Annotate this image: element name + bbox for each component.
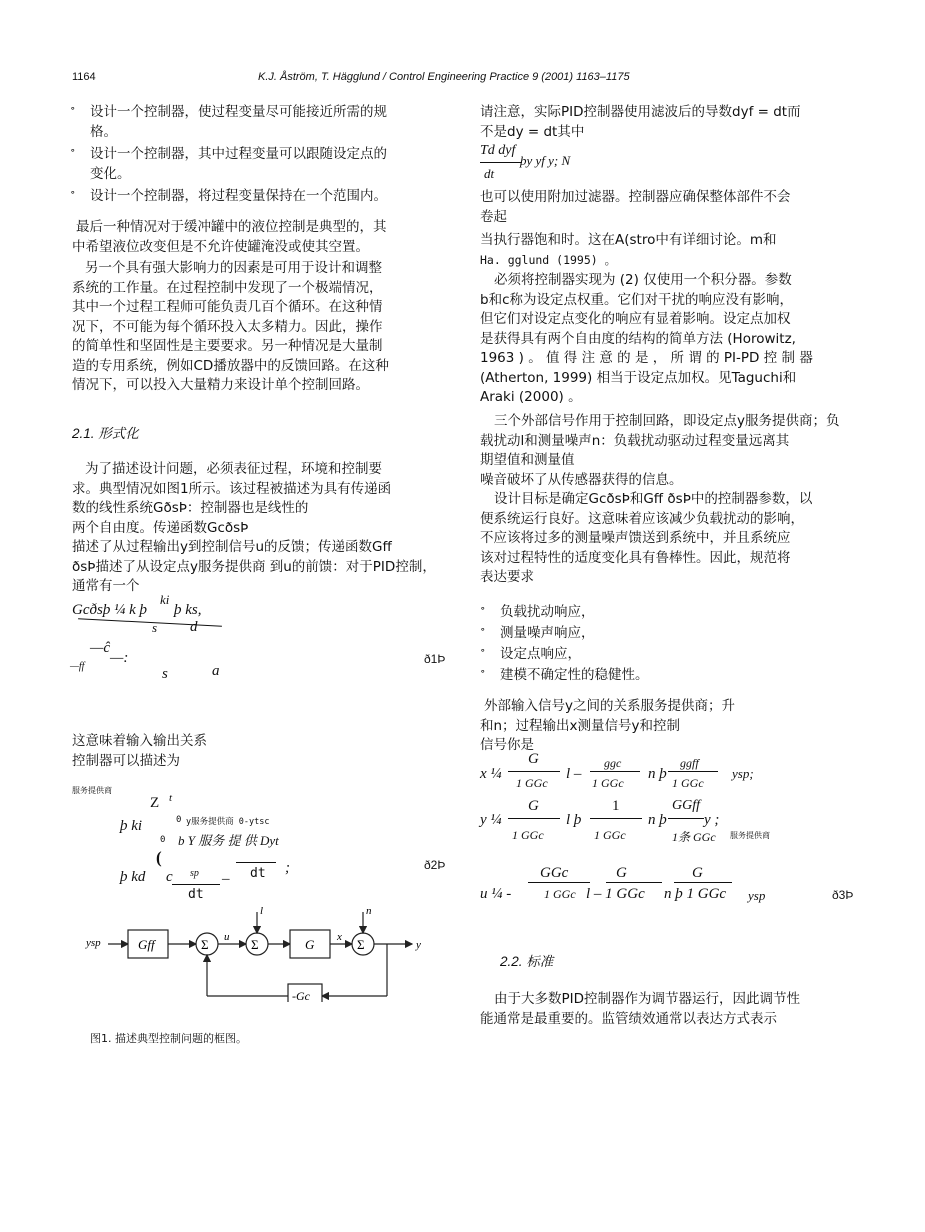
- text-line: 表达要求: [480, 569, 534, 585]
- left-para-4: [72, 732, 207, 771]
- eq3-y-frac3: [668, 818, 704, 819]
- eq2-inner: y服务提供商 0-ytsc: [186, 817, 270, 827]
- eq3-x-ggff: ggff: [680, 756, 699, 770]
- eq3-y-den2: 1 GGc: [594, 828, 626, 842]
- text-line: 是获得具有两个自由度的结构的简单方法 (Horowitz,: [480, 330, 796, 347]
- eq3-y-g: G: [528, 798, 539, 814]
- eq-td-rhs: þy yf y; N: [520, 153, 571, 168]
- text-line: 当执行器饱和时。这在A(stro中有详细讨论。m和: [480, 232, 777, 248]
- text-line: 能通常是最重要的。监管绩效通常以表达方式表示: [480, 1010, 777, 1027]
- text-line: 也可以使用附加过滤器。控制器应确保整体部件不会: [480, 189, 791, 205]
- eq3-x-frac2: [590, 771, 640, 772]
- fig-label-l: l: [260, 906, 264, 917]
- eq1-lhs: Gcðsþ ¼ k þ: [72, 602, 147, 618]
- eq3-u-frac2: [606, 882, 662, 883]
- eq2-integral-z: Z: [150, 795, 160, 811]
- fig-sum-3: Σ: [357, 937, 365, 952]
- eq3-x-frac3: [668, 771, 718, 772]
- eq2-mid: b Y 服务 提 供 Dyt: [178, 833, 279, 848]
- eq3-x-lhs: x ¼: [480, 766, 502, 782]
- eq1-ki: ki: [160, 592, 170, 607]
- eq3-u-ysp: ysp: [748, 888, 766, 903]
- section-heading-2-1: 2.1. 形式化: [72, 426, 139, 441]
- bullet-line: 设计一个控制器，其中过程变量可以跟随设定点的: [90, 146, 387, 162]
- eq3-x-ysp: ysp;: [732, 766, 754, 781]
- bullet-line: 格。: [90, 123, 117, 140]
- text-line: 但它们对设定点变化的响应有显着影响。设定点加权: [480, 311, 791, 327]
- text-line: 1963 ) 。 值 得 注 意 的 是 ， 所 谓 的 PI-PD 控 制 器: [480, 350, 813, 366]
- eq2-zero-2: 0: [160, 835, 166, 845]
- eq3-y-l: l þ: [566, 812, 582, 828]
- left-para-2: [72, 259, 389, 396]
- eq2-paren: (: [156, 848, 162, 867]
- right-para-3: [480, 231, 777, 270]
- eq2-zero: 0: [176, 815, 182, 825]
- bullet-marker: ˚: [70, 106, 76, 119]
- fig-label-n: n: [366, 906, 372, 917]
- right-bullet-4: [480, 666, 649, 686]
- eq1-number: ð1Þ: [424, 652, 446, 666]
- right-para-1: [480, 103, 801, 142]
- eq3-u-den1: 1 GGc: [544, 887, 576, 901]
- text-line: 系统的工作量。在过程控制中发现了一个极端情况，: [72, 279, 383, 296]
- eq-td-frac-line: [480, 162, 522, 163]
- eq2-minus: –: [222, 871, 230, 887]
- bullet-marker: ˚: [480, 606, 486, 619]
- eq3-x-ggc: ggc: [604, 756, 622, 770]
- bullet-marker: ˚: [70, 190, 76, 203]
- bullet-marker: ˚: [480, 627, 486, 640]
- eq2-dt-bottom: dt: [188, 887, 204, 902]
- fig-label-x: x: [337, 931, 342, 943]
- text-line: 和n；过程输出x测量信号y和控制: [480, 717, 681, 734]
- bullet-line: 建模不确定性的稳健性。: [500, 667, 649, 683]
- text-line: 外部输入信号y之间的关系服务提供商；升: [484, 698, 735, 714]
- bullet-line: 负载扰动响应，: [500, 604, 595, 620]
- left-para-1: [72, 218, 387, 257]
- bullet-line: 设计一个控制器，将过程变量保持在一个范围内。: [90, 188, 387, 204]
- eq3-y-n: n þ: [648, 812, 667, 828]
- right-bullet-1: [480, 603, 595, 623]
- eq3-u-ggc: GGc: [540, 865, 569, 881]
- text-line: 造的专用系统，例如CD播放器中的反馈回路。在这种: [72, 357, 389, 374]
- fig-block-gff: Gff: [138, 937, 155, 952]
- page-number: 1164: [72, 71, 96, 83]
- eq3-y-sub: 服务提供商: [730, 831, 770, 840]
- eq2-ki: þ ki: [120, 818, 143, 834]
- text-line: 的简单性和坚固性是主要要求。另一种情况是大量制: [72, 338, 383, 354]
- fig-sum-1: Σ: [201, 937, 209, 952]
- eq-td-dyf: Td dyf: [480, 143, 516, 158]
- text-line: 期望值和测量值: [480, 452, 575, 468]
- eq3-u-g: G: [616, 865, 627, 881]
- text-line: 为了描述设计问题，必须表征过程，环境和控制要: [85, 461, 382, 477]
- eq2-frac-line-2: [236, 862, 276, 863]
- text-line: 其中一个过程工程师可能负责几百个循环。在这种情: [72, 299, 383, 315]
- text-line: Ha. gglund (1995) 。: [480, 252, 617, 267]
- eq2-t: t: [169, 792, 173, 804]
- bullet-line: 测量噪声响应，: [500, 625, 595, 641]
- text-line: 噪音破坏了从传感器获得的信息。: [480, 471, 683, 488]
- text-line: 控制器可以描述为: [72, 752, 180, 769]
- bullet-line: 设计一个控制器，使过程变量尽可能接近所需的规: [90, 104, 387, 120]
- eq2-kd: þ kd: [120, 869, 146, 885]
- text-line: 设计目标是确定GcðsÞ和Gff ðsÞ中的控制器参数，以: [494, 491, 813, 507]
- eq-td-dt: dt: [484, 166, 495, 181]
- eq3-y-ggff: GGff: [672, 798, 700, 813]
- text-line: 载扰动l和测量噪声n：负载扰动驱动过程变量远离其: [480, 432, 790, 449]
- text-line: 两个自由度。传递函数GcðsÞ: [72, 519, 249, 536]
- text-line: 情况下，可以投入大量精力来设计单个控制回路。: [72, 377, 369, 393]
- text-line: 通常有一个: [72, 578, 140, 594]
- fig-block-gc: -Gc: [292, 989, 310, 1002]
- text-line: 数的线性系统GðsÞ：控制器也是线性的: [72, 500, 309, 516]
- text-line: 不应该将过多的测量噪声馈送到系统中，并且系统应: [480, 530, 791, 546]
- right-bullet-3: [480, 645, 581, 665]
- text-line: 况下，不可能为每个循环投入太多精力。因此，操作: [72, 318, 383, 335]
- figure-1-block-diagram: [82, 906, 432, 1002]
- eq3-x-den3: 1 GGc: [672, 776, 704, 790]
- figure-1-caption: 图1. 描述典型控制问题的框图。: [90, 1032, 247, 1045]
- left-bullet-1: [70, 103, 387, 142]
- right-para-6: [480, 490, 812, 588]
- eq1-s: s: [152, 620, 158, 635]
- text-line: 由于大多数PID控制器作为调节器运行，因此调节性: [494, 991, 801, 1007]
- fig-sum-2: Σ: [251, 937, 259, 952]
- text-line: 这意味着输入输出关系: [72, 733, 207, 749]
- right-para-7: [480, 697, 735, 756]
- text-line: (Atherton, 1999) 相当于设定点加权。见Taguchi和: [480, 369, 797, 386]
- fig-label-u: u: [224, 931, 230, 943]
- fig-label-ysp: ysp: [86, 937, 101, 949]
- bullet-marker: ˚: [480, 669, 486, 682]
- eq3-u-g2: G: [692, 865, 703, 881]
- eq1-d: d: [190, 619, 198, 635]
- bullet-line: 设定点响应，: [500, 646, 581, 662]
- text-line: 该对过程特性的适度变化具有鲁棒性。因此，规范将: [480, 549, 791, 566]
- eq3-x-l: l –: [566, 766, 582, 782]
- fig-label-y: y: [416, 939, 421, 951]
- text-line: 卷起: [480, 208, 507, 225]
- right-para-2: [480, 188, 791, 227]
- eq3-u-lhs: u ¼ -: [480, 886, 512, 902]
- text-line: 三个外部信号作用于控制回路，即设定点y服务提供商；负: [494, 413, 840, 429]
- eq1-frac-line: [78, 618, 222, 627]
- text-line: 中希望液位改变但是不允许使罐淹没或使其空置。: [72, 238, 369, 255]
- text-line: 必须将控制器实现为 (2) 仅使用一个积分器。参数: [494, 272, 792, 288]
- eq2-frac-line-1: [172, 884, 220, 885]
- eq2-number: ð2Þ: [424, 858, 446, 872]
- eq3-x-frac1: [508, 771, 560, 772]
- text-line: 不是dy = dt其中: [480, 123, 585, 140]
- eq2-c: c: [166, 869, 173, 885]
- eq2-dt-right: dt: [250, 866, 266, 881]
- eq3-y-den1: 1 GGc: [512, 828, 544, 842]
- eq1-kds: þ ks,: [174, 602, 202, 618]
- eq3-x-den2: 1 GGc: [592, 776, 624, 790]
- eq1-s2: s: [162, 666, 168, 682]
- text-line: Araki (2000) 。: [480, 389, 582, 405]
- eq1-ff: —ff: [70, 661, 85, 672]
- right-para-4: [480, 271, 813, 408]
- eq2-semicolon: ;: [285, 860, 290, 876]
- eq3-y-frac2: [590, 818, 642, 819]
- right-para-8: [480, 990, 800, 1029]
- left-bullet-2: [70, 145, 387, 184]
- eq3-y-den3: 1条 GGc: [672, 830, 716, 844]
- left-bullet-3: [70, 187, 387, 207]
- text-line: 信号你是: [480, 737, 534, 753]
- bullet-line: 变化。: [90, 165, 131, 182]
- eq3-u-frac1: [528, 882, 590, 883]
- text-line: ðsÞ描述了从设定点y服务提供商 到u的前馈：对于PID控制，: [72, 558, 436, 575]
- eq3-u-frac3: [674, 882, 732, 883]
- eq3-y-lhs: y ¼: [480, 812, 502, 828]
- running-title: K.J. Åström, T. Hägglund / Control Engineering Practice 9 (2001) 1163–1175: [258, 71, 630, 83]
- eq3-x-n: n þ: [648, 766, 667, 782]
- eq3-x-den1: 1 GGc: [516, 776, 548, 790]
- text-line: 最后一种情况对于缓冲罐中的液位控制是典型的，其: [76, 219, 387, 235]
- left-para-3: [72, 460, 436, 597]
- eq1-a: a: [212, 663, 220, 679]
- eq3-u-l: l – 1 GGc: [586, 886, 645, 902]
- text-line: b和c称为设定点权重。它们对干扰的响应没有影响，: [480, 291, 793, 308]
- text-line: 描述了从过程输出y到控制信号u的反馈；传递函数Gff: [72, 539, 392, 555]
- eq3-y-one: 1: [612, 798, 620, 814]
- eq2-side-label: 服务提供商: [72, 786, 112, 795]
- eq3-x-g: G: [528, 751, 539, 767]
- text-line: 请注意，实际PID控制器使用滤波后的导数dyf = dt而: [480, 104, 801, 120]
- bullet-marker: ˚: [70, 148, 76, 161]
- eq1-c: —ĉ: [90, 640, 110, 656]
- text-line: 求。典型情况如图1所示。该过程被描述为具有传递函: [72, 480, 392, 497]
- section-heading-2-2: 2.2. 标准: [500, 954, 554, 969]
- eq2-sp: sp: [190, 868, 199, 879]
- eq3-number: ð3Þ: [832, 888, 854, 902]
- bullet-marker: ˚: [480, 648, 486, 661]
- right-bullet-2: [480, 624, 595, 644]
- text-line: 另一个具有强大影响力的因素是可用于设计和调整: [85, 260, 382, 276]
- eq3-y-frac1: [508, 818, 560, 819]
- eq3-u-n: n þ 1 GGc: [664, 886, 727, 902]
- right-para-5: [480, 412, 840, 490]
- fig-block-g: G: [305, 937, 315, 952]
- text-line: 便系统运行良好。这意味着应该减少负载扰动的影响，: [480, 510, 804, 527]
- eq1-dash: —:: [110, 650, 129, 666]
- eq3-y-y: y ;: [704, 812, 720, 828]
